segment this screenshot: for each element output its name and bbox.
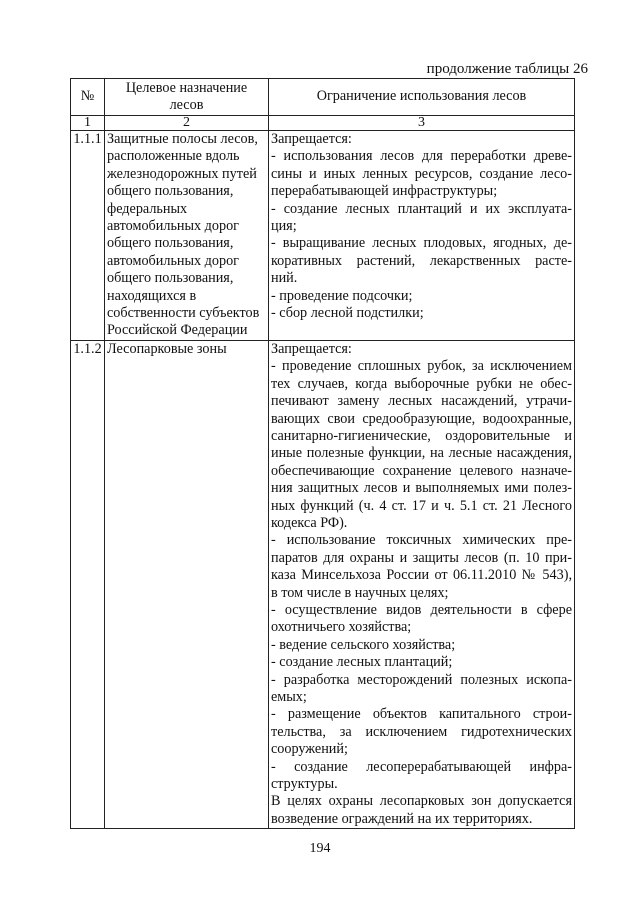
- row-number: 1.1.2: [71, 340, 105, 828]
- restriction-line: перерабатывающей инфраструктуры;: [271, 183, 498, 200]
- restrictions-table: [70, 78, 575, 829]
- purpose-line: находящихся в: [107, 287, 197, 304]
- restriction-line: - выращивание лесных плодовых, ягодных, де-: [271, 235, 572, 252]
- purpose-line: расположенные вдоль: [107, 148, 240, 165]
- table-row: [71, 131, 575, 341]
- restriction-line: тех случаев, когда выборочные рубки не обес-: [271, 375, 572, 392]
- purpose-line: автомобильных дорог: [107, 252, 239, 269]
- page-number: 194: [309, 841, 331, 856]
- restriction-line: кодекса РФ).: [271, 514, 348, 531]
- restriction-line: - создание лесоперерабатывающей инфра-: [271, 758, 572, 775]
- restriction-line: - создание лесных плантаций;: [271, 654, 453, 671]
- purpose-line: общего пользования,: [107, 235, 234, 252]
- header-purpose-line: Целевое назначение: [125, 79, 248, 96]
- purpose-line: общего пользования,: [107, 270, 234, 287]
- restriction-line: - проведение подсочки;: [271, 287, 413, 304]
- restriction-line: сины и иных ленных ресурсов, создание лесо-: [271, 165, 572, 182]
- restriction-line: емых;: [271, 689, 307, 705]
- restriction-line: санитарно-гигиенические, оздоровительные и: [271, 427, 572, 444]
- restriction-cell: [269, 131, 575, 341]
- restriction-line: вающих свои средообразующие, водоохранные,: [271, 410, 572, 427]
- table-header-row: [71, 79, 575, 116]
- header-restriction: Ограничение использования лесов: [269, 79, 575, 116]
- purpose-line: Лесопарковые зоны: [107, 340, 227, 357]
- purpose-cell: [105, 340, 269, 828]
- restriction-line: Запрещается:: [271, 131, 352, 147]
- restriction-line: ний.: [271, 270, 298, 287]
- restriction-line: тельства, за исключением гидротехнических: [271, 723, 572, 740]
- column-index-row: [71, 116, 575, 131]
- header-purpose-line: лесов: [169, 97, 204, 113]
- restriction-line: в том числе в научных целях;: [271, 584, 449, 601]
- restriction-line: - размещение объектов капитального строи-: [271, 706, 572, 723]
- restriction-line: возведение ограждений на их территориях.: [271, 810, 533, 827]
- restriction-line: печивают замену лесных насаждений, утрачи-: [271, 393, 572, 410]
- restriction-line: сооружений;: [271, 741, 348, 758]
- restriction-line: - осуществление видов деятельности в сфере: [271, 601, 572, 618]
- column-index: 2: [105, 116, 269, 131]
- header-purpose: [105, 79, 269, 116]
- restriction-line: обеспечивающие сохранение целевого назначе-: [271, 462, 572, 479]
- restriction-line: Запрещается:: [271, 340, 352, 357]
- purpose-line: федеральных: [107, 200, 188, 217]
- purpose-line: Российской Федерации: [107, 322, 248, 339]
- restriction-line: - использования лесов для переработки древе-: [271, 148, 572, 165]
- restriction-line: ных функций (ч. 4 ст. 17 и ч. 5.1 ст. 21 Лесного: [271, 497, 572, 514]
- column-index: 3: [269, 116, 575, 131]
- row-number: 1.1.1: [71, 131, 105, 341]
- purpose-line: Защитные полосы лесов,: [107, 131, 258, 147]
- column-index: 1: [71, 116, 105, 131]
- purpose-line: автомобильных дорог: [107, 218, 239, 235]
- restriction-line: - использование токсичных химических пре-: [271, 532, 572, 549]
- restriction-line: - сбор лесной подстилки;: [271, 305, 424, 322]
- purpose-cell: [105, 131, 269, 341]
- purpose-line: собственности субъектов: [107, 305, 260, 322]
- header-number: №: [71, 79, 105, 116]
- purpose-line: общего пользования,: [107, 183, 234, 200]
- restriction-line: В целях охраны лесопарковых зон допускается: [271, 793, 572, 810]
- restriction-line: охотничьего хозяйства;: [271, 619, 412, 636]
- restriction-line: каза Минсельхоза России от 06.11.2010 № 543),: [271, 567, 572, 584]
- table-caption: продолжение таблицы 26: [426, 61, 588, 77]
- restriction-line: - разработка месторождений полезных ископа-: [271, 671, 572, 688]
- restriction-line: иные полезные функции, на лесные насаждения,: [271, 445, 572, 462]
- restriction-line: - ведение сельского хозяйства;: [271, 636, 456, 653]
- restriction-line: коративных растений, лекарственных расте-: [271, 252, 572, 269]
- table-row: [71, 340, 575, 828]
- restriction-line: ния защитных лесов и выполняемых ими полез-: [271, 480, 572, 497]
- restriction-line: - создание лесных плантаций и их эксплуата-: [271, 200, 572, 217]
- purpose-line: железнодорожных путей: [107, 165, 257, 182]
- restriction-cell: [269, 340, 575, 828]
- restriction-line: паратов для охраны и защиты лесов (п. 10 при-: [271, 549, 572, 566]
- restriction-line: структуры.: [271, 776, 338, 793]
- restriction-line: - проведение сплошных рубок, за исключением: [271, 358, 572, 375]
- restriction-line: ция;: [271, 218, 297, 235]
